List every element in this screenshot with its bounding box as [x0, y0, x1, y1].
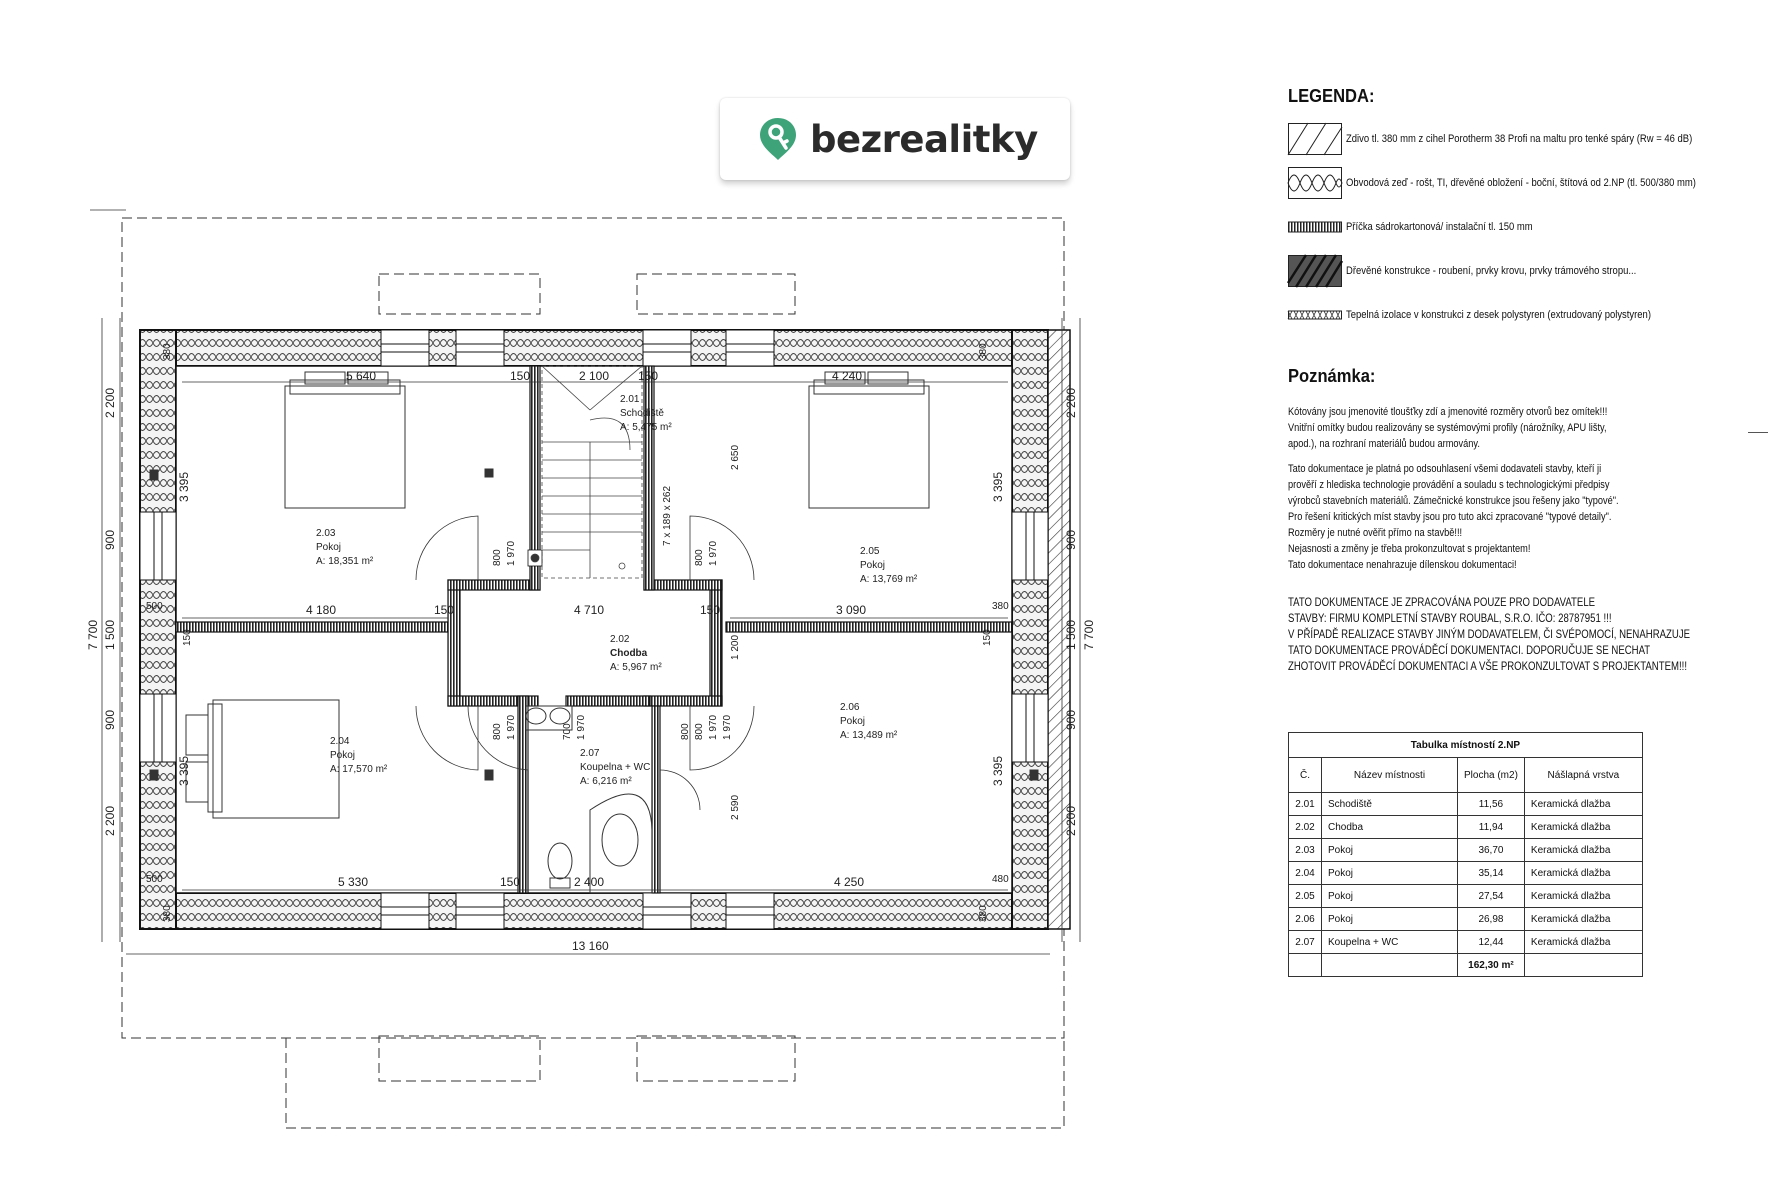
legend: [1288, 86, 1768, 337]
table-row: 2.04 Pokoj 35,14 Keramická dlažba: [1289, 862, 1643, 885]
svg-text:480: 480: [992, 874, 1009, 885]
table-row: 2.05 Pokoj 27,54 Keramická dlažba: [1289, 885, 1643, 908]
contractor-warning: TATO DOKUMENTACE JE ZPRACOVÁNA POUZE PRO DODAVATELE STAVBY: FIRMU KOMPLETNÍ STAVBY ROUBAL, S.R.O. IČO: 28787951 !!! V PŘÍPADĚ REALIZACE STAVBY JINÝM DODAVATELEM, ČI SVÉPOMOCÍ, NENAHRAZUJE TATO DOKUMENTACE PROVÁDĚCÍ DOKUMENTACI. DOPORUČUJE SE NECHAT ZHOTOVIT PROVÁDĚCÍ DOKUMENTACI A VŠE PROKONZULTOVAT S PROJEKTANTEM!!!: [1288, 595, 1691, 673]
table-total-row: [1289, 954, 1643, 977]
svg-text:150: 150: [500, 875, 521, 889]
svg-text:700: 700: [562, 723, 573, 740]
svg-text:5 640: 5 640: [346, 369, 377, 383]
svg-text:500: 500: [146, 874, 163, 885]
dense-hatch-icon: [1288, 211, 1342, 243]
svg-text:2 200: 2 200: [1064, 387, 1078, 418]
svg-text:Pokoj: Pokoj: [840, 716, 866, 727]
svg-text:500: 500: [146, 601, 163, 612]
svg-text:13 160: 13 160: [572, 939, 609, 953]
svg-text:A: 18,351 m²: A: 18,351 m²: [316, 556, 374, 567]
svg-text:1 970: 1 970: [506, 540, 517, 566]
diagonal-hatch-icon: [1288, 123, 1342, 155]
svg-text:3 395: 3 395: [177, 471, 191, 502]
svg-text:1 970: 1 970: [506, 714, 517, 740]
svg-text:150: 150: [638, 369, 659, 383]
svg-text:4 710: 4 710: [574, 603, 605, 617]
svg-text:2 200: 2 200: [1064, 805, 1078, 836]
xps-hatch-icon: [1288, 299, 1342, 331]
svg-text:A: 13,769 m²: A: 13,769 m²: [860, 574, 918, 585]
svg-text:2.02: 2.02: [610, 634, 630, 645]
svg-text:380: 380: [992, 601, 1009, 612]
table-row: 2.01 Schodiště 11,56 Keramická dlažba: [1289, 793, 1643, 816]
legend-item: Obvodová zeď - rošt, TI, dřevěné obložení - boční, štítová od 2.NP (tl. 500/380 mm): [1288, 161, 1768, 205]
edge-mark: [1748, 432, 1768, 433]
table-row: 2.06 Pokoj 26,98 Keramická dlažba: [1289, 908, 1643, 931]
room-table: [1288, 732, 1643, 977]
svg-text:1 970: 1 970: [576, 714, 587, 740]
svg-text:380: 380: [978, 905, 989, 922]
svg-text:900: 900: [1064, 709, 1078, 730]
svg-text:A: 5,967 m²: A: 5,967 m²: [610, 662, 662, 673]
svg-text:7 x 189 x 262: 7 x 189 x 262: [662, 485, 673, 546]
svg-text:150: 150: [434, 603, 455, 617]
svg-text:1 500: 1 500: [103, 619, 117, 650]
svg-text:Pokoj: Pokoj: [330, 750, 356, 761]
wood-hatch-icon: [1288, 255, 1342, 287]
svg-text:2.07: 2.07: [580, 748, 600, 759]
svg-text:2.06: 2.06: [840, 702, 860, 713]
svg-text:2 400: 2 400: [574, 875, 605, 889]
brand-name: bezrealitky: [810, 117, 1038, 161]
floor-plan: [86, 210, 1110, 1140]
svg-text:4 250: 4 250: [834, 875, 865, 889]
bezrealitky-logo[interactable]: [720, 98, 1070, 180]
svg-text:3 395: 3 395: [991, 471, 1005, 502]
map-pin-key-icon: [758, 116, 798, 162]
note-body: Kótovány jsou jmenovité tloušťky zdí a jmenovité rozměry otvorů bez omítek!!! Vnitřní omítky budou realizovány se systémovými profily (nárožníky, APU lišty, apod.), na rozhraní materiálů budou armovány. Tato dokumentace je platná po odsouhlasení všemi dodavateli stavby, kteří ji prověří z hlediska technologie provádění a souladu s technologickými předpisy výrobců stavebních materiálů. Zámečnické konstrukce jsou řešeny jako "typové". Pro řešení kritických míst stavby jsou pro tuto akci zpracované "typové detaily". Rozměry je nutné ověřit přímo na stavbě!!! Nejasnosti a změny je třeba prokonzultovat s projektantem! Tato dokumentace nenahrazuje dílenskou dokumentaci!: [1288, 406, 1619, 571]
svg-text:900: 900: [103, 709, 117, 730]
svg-text:A: 5,475 m²: A: 5,475 m²: [620, 422, 672, 433]
svg-text:Koupelna + WC: Koupelna + WC: [580, 762, 651, 773]
svg-text:380: 380: [978, 343, 989, 360]
svg-text:3 090: 3 090: [836, 603, 867, 617]
legend-item: Tepelná izolace v konstrukci z desek polystyren (extrudovaný polystyren): [1288, 293, 1768, 337]
svg-text:800: 800: [492, 549, 503, 566]
svg-text:7 700: 7 700: [86, 619, 100, 650]
legend-item: Dřevěné konstrukce - roubení, prvky krovu, prvky trámového stropu...: [1288, 249, 1768, 293]
table-total: 162,30 m²: [1458, 954, 1525, 977]
legend-item: Příčka sádrokartonová/ instalační tl. 150 mm: [1288, 205, 1768, 249]
svg-text:A: 6,216 m²: A: 6,216 m²: [580, 776, 632, 787]
svg-text:380: 380: [162, 905, 173, 922]
svg-text:1 500: 1 500: [1064, 619, 1078, 650]
svg-text:900: 900: [1064, 529, 1078, 550]
svg-text:150: 150: [982, 629, 993, 646]
svg-text:A: 17,570 m²: A: 17,570 m²: [330, 764, 388, 775]
table-row: 2.03 Pokoj 36,70 Keramická dlažba: [1289, 839, 1643, 862]
svg-text:2.03: 2.03: [316, 528, 336, 539]
svg-text:800: 800: [492, 723, 503, 740]
svg-text:2 650: 2 650: [730, 444, 741, 470]
svg-text:5 330: 5 330: [338, 875, 369, 889]
svg-text:2 200: 2 200: [103, 805, 117, 836]
svg-text:2.04: 2.04: [330, 736, 350, 747]
note-title: Poznámka:: [1288, 366, 1376, 386]
svg-text:150: 150: [700, 603, 721, 617]
svg-text:Pokoj: Pokoj: [316, 542, 342, 553]
svg-text:3 395: 3 395: [177, 755, 191, 786]
legend-item: Zdivo tl. 380 mm z cihel Porotherm 38 Profi na maltu pro tenké spáry (Rw = 46 dB): [1288, 117, 1768, 161]
table-header: Č. Název místnosti Plocha (m2) Nášlapná vrstva: [1289, 758, 1643, 793]
svg-text:Chodba: Chodba: [610, 648, 648, 659]
svg-text:150: 150: [510, 369, 531, 383]
svg-text:800: 800: [694, 723, 705, 740]
svg-text:1 970: 1 970: [708, 714, 719, 740]
table-row: 2.07 Koupelna + WC 12,44 Keramická dlažba: [1289, 931, 1643, 954]
svg-text:2 100: 2 100: [579, 369, 610, 383]
svg-text:7 700: 7 700: [1082, 619, 1096, 650]
svg-text:380: 380: [162, 343, 173, 360]
insulation-hatch-icon: [1288, 167, 1342, 199]
svg-text:Schodiště: Schodiště: [620, 408, 664, 419]
svg-text:2 590: 2 590: [730, 794, 741, 820]
svg-text:2 200: 2 200: [103, 387, 117, 418]
svg-text:1 970: 1 970: [708, 540, 719, 566]
svg-text:150: 150: [182, 629, 193, 646]
legend-title: LEGENDA:: [1288, 86, 1375, 106]
svg-text:4 180: 4 180: [306, 603, 337, 617]
svg-text:1 200: 1 200: [730, 634, 741, 660]
svg-text:800: 800: [680, 723, 691, 740]
svg-text:2.05: 2.05: [860, 546, 880, 557]
svg-text:3 395: 3 395: [991, 755, 1005, 786]
table-caption: Tabulka místností 2.NP: [1289, 733, 1643, 758]
svg-text:800: 800: [694, 549, 705, 566]
svg-text:A: 13,489 m²: A: 13,489 m²: [840, 730, 898, 741]
svg-text:Pokoj: Pokoj: [860, 560, 886, 571]
table-row: 2.02 Chodba 11,94 Keramická dlažba: [1289, 816, 1643, 839]
svg-text:4 240: 4 240: [832, 369, 863, 383]
svg-text:900: 900: [103, 529, 117, 550]
svg-text:1 970: 1 970: [722, 714, 733, 740]
svg-text:2.01: 2.01: [620, 394, 640, 405]
